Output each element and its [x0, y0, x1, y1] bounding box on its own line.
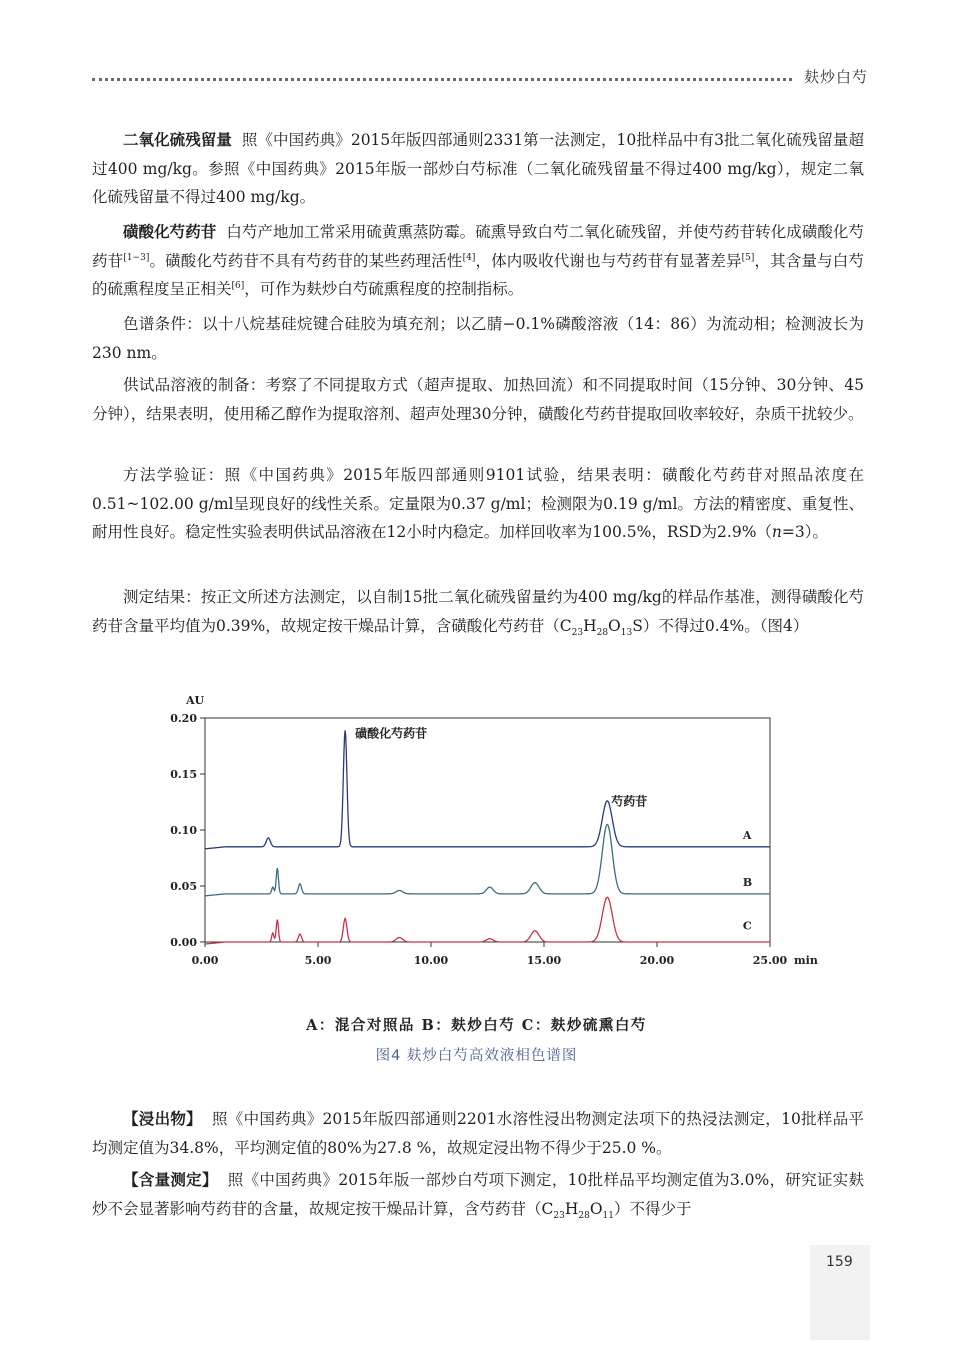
series-line-a: [205, 730, 770, 849]
citation-5: [5]: [741, 252, 755, 263]
paragraph-preparation: 供试品溶液的制备：考察了不同提取方式（超声提取、加热回流）和不同提取时间（15分钟、30分钟、45分钟），结果表明，使用稀乙醇作为提取溶剂、超声处理30分钟，磺酸化芍药苷提取回收率较好，杂质干扰较少。: [92, 376, 864, 423]
validation-text-1: 方法学验证：照《中国药典》2015年版四部通则9101试验，结果表明：磺酸化芍药苷对照品浓度在0.51~102.00 g/ml呈现良好的线性关系。定量限为0.37 g/ml；检测限为0.19 g/ml。方法的精密度、重复性、耐用性良好。稳定性实验表明供试品溶液在12小时内稳定。加样回收率为100.5%，RSD为2.9%（: [92, 466, 864, 541]
assay-text-1: 照《中国药典》2015年版一部炒白芍项下测定，10批样品平均测定值为3.0%，研究证实麸炒不会显著影响芍药苷的含量，故规定按干燥品计算，含芍药苷（C: [92, 1171, 864, 1218]
y-tick-label: 0.20: [170, 712, 197, 725]
hplc-chromatogram: [160, 688, 820, 993]
y-tick-label: 0.15: [170, 768, 197, 781]
so2-text: 照《中国药典》2015年版四部通则2331第一法测定，10批样品中有3批二氧化硫残留量超过400 mg/kg。参照《中国药典》2015年版一部炒白芍标准（二氧化硫残留量不得过400 mg/kg），规定二氧化硫残留量不得过400 mg/kg。: [92, 131, 864, 206]
chromatogram-svg: [160, 688, 820, 993]
series-line-c: [205, 897, 770, 944]
figure-caption: 图4 麸炒白芍高效液相色谱图: [375, 1048, 578, 1064]
sulfonate-text-5: ，可作为麸炒白芍硫熏程度的控制指标。: [244, 280, 524, 298]
result-text-1: 测定结果：按正文所述方法测定，以自制15批二氧化硫残留量约为400 mg/kg的样品作基准，测得磺酸化芍药苷含量平均值为0.39%，故规定按干燥品计算，含磺酸化芍药苷（C: [92, 588, 864, 635]
y-tick-label: 0.00: [170, 936, 197, 949]
x-tick-label: 5.00: [304, 954, 332, 967]
running-header-title: 麸炒白芍: [804, 68, 869, 86]
y-axis-label: AU: [186, 694, 205, 707]
x-tick-label: 20.00: [639, 954, 675, 967]
sulfonate-text-2: 。磺酸化芍药苷不具有芍药苷的某些药理活性: [149, 251, 463, 270]
x-axis-label: min: [794, 954, 818, 967]
so2-heading: 二氧化硫残留量: [123, 130, 232, 149]
assay-formula-h: H: [564, 1199, 579, 1218]
extract-text: 照《中国药典》2015年版四部通则2201水溶性浸出物测定法项下的热浸法测定，10批样品平均测定值为34.8%，平均测定值的80%为27.8 %，故规定浸出物不得少于25.0 %。: [92, 1110, 864, 1157]
plot-frame: [205, 718, 770, 942]
sulfonate-text-4: ，其含量与白芍的硫熏程度呈正相关: [92, 251, 864, 298]
sulfonate-text-1: 白芍产地加工常采用硫黄熏蒸防霉。硫熏导致白芍二氧化硫残留，并使芍药苷转化成磺酸化芍药苷: [92, 223, 864, 270]
x-tick-label: 25.00: [752, 954, 788, 967]
figure-legend: A：混合对照品 B：麸炒白芍 C：麸炒硫熏白芍: [306, 1017, 647, 1034]
x-tick-label: 0.00: [191, 954, 219, 967]
paragraph-so2: [92, 126, 864, 212]
page-number: 159: [826, 1254, 853, 1270]
assay-formula-sub-c: 23: [553, 1210, 565, 1221]
assay-text-2: ）不得少于: [613, 1199, 692, 1218]
citation-4: [4]: [462, 252, 476, 263]
formula-o: O: [608, 616, 621, 635]
paragraph-assay: [92, 1166, 864, 1223]
sulfonate-text-3: ，体内吸收代谢也与芍药苷有显著差异: [475, 251, 742, 270]
validation-text-2: =3）。: [781, 523, 829, 541]
assay-formula-sub-h: 28: [578, 1210, 590, 1221]
formula-h: H: [583, 616, 597, 635]
paragraph-sulfonated-paeoniflorin: [92, 218, 864, 304]
series-label-a: A: [742, 828, 752, 842]
paragraph-validation: [92, 461, 864, 547]
citation-6: [6]: [231, 280, 245, 291]
result-text-2: S）不得过0.4%。（图4）: [632, 616, 809, 635]
paragraph-extract: [92, 1105, 864, 1162]
assay-formula-o: O: [589, 1199, 603, 1218]
x-tick-label: 10.00: [413, 954, 449, 967]
assay-heading: 【含量测定】: [123, 1171, 218, 1189]
y-tick-label: 0.05: [170, 880, 197, 893]
header-dotted-rule: [92, 78, 792, 81]
extract-heading: 【浸出物】: [123, 1110, 202, 1128]
series-label-c: C: [742, 919, 752, 933]
formula-sub-h: 28: [596, 627, 609, 638]
x-tick-label: 15.00: [526, 954, 562, 967]
formula-sub-c: 23: [571, 627, 584, 638]
validation-n: n: [771, 523, 782, 541]
paragraph-chromatography: 色谱条件：以十八烷基硅烷键合硅胶为填充剂；以乙腈−0.1%磷酸溶液（14：86）为流动相；检测波长为230 nm。: [92, 315, 864, 362]
series-label-b: B: [742, 876, 753, 889]
sulfonate-heading: 磺酸化芍药苷: [123, 222, 217, 241]
citation-1-3: [1−3]: [123, 252, 150, 263]
assay-formula-sub-o: 11: [602, 1210, 614, 1221]
peak-annotation: 芍药苷: [611, 794, 648, 809]
paragraph-result: [92, 583, 864, 640]
series-line-b: [205, 824, 770, 895]
formula-sub-o: 13: [620, 627, 633, 638]
y-tick-label: 0.10: [170, 824, 197, 837]
peak-annotation: 磺酸化芍药苷: [355, 726, 428, 741]
